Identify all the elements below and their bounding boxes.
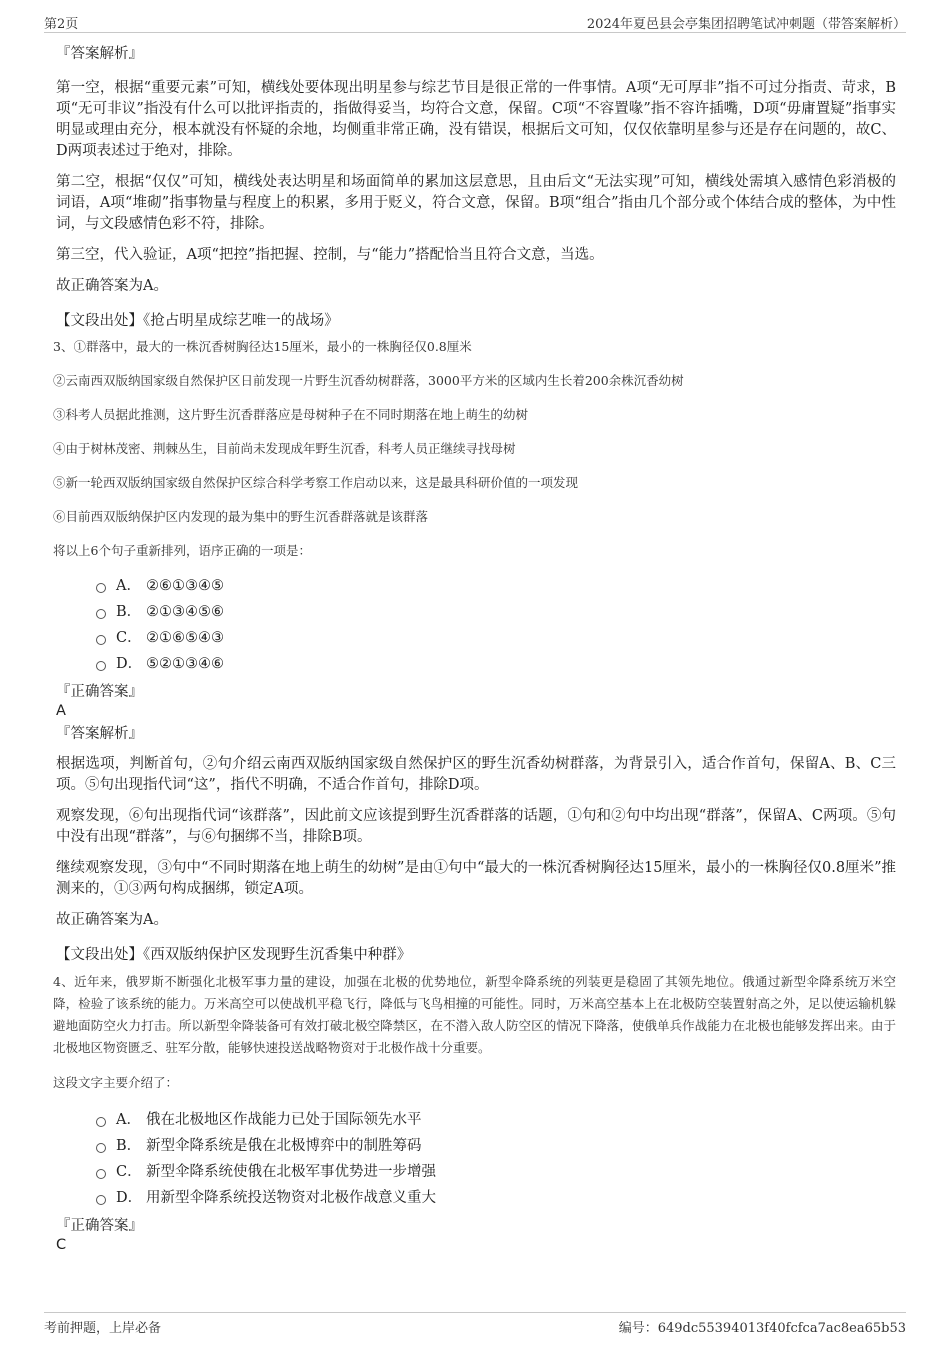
correct-answer-label: 『正确答案』 xyxy=(56,684,143,700)
option-text: ②⑥①③④⑤ xyxy=(146,578,224,594)
option-text: 新型伞降系统使俄在北极军事优势进一步增强 xyxy=(146,1164,436,1180)
option-b[interactable] xyxy=(96,1133,896,1159)
option-text: ②①⑥⑤④③ xyxy=(146,630,224,646)
correct-answer: C xyxy=(56,1237,67,1253)
analysis-paragraph: 故正确答案为A。 xyxy=(56,278,168,294)
option-c[interactable] xyxy=(96,625,896,651)
question-sentence: ⑥目前西双版纳保护区内发现的最为集中的野生沉香群落就是该群落 xyxy=(53,509,429,524)
option-letter: D． xyxy=(116,1190,143,1206)
option-d[interactable] xyxy=(96,1185,896,1211)
radio-button[interactable] xyxy=(96,1143,106,1153)
radio-button[interactable] xyxy=(96,1117,106,1127)
analysis-label: 『答案解析』 xyxy=(56,46,143,62)
option-list xyxy=(96,1107,896,1211)
correct-answer: A xyxy=(56,703,66,719)
option-d[interactable] xyxy=(96,651,896,677)
option-c[interactable] xyxy=(96,1159,896,1185)
option-letter: B． xyxy=(116,1138,142,1154)
option-letter: B． xyxy=(116,604,142,620)
question-prompt: 将以上6个句子重新排列，语序正确的一项是： xyxy=(53,543,311,558)
option-text: 俄在北极地区作战能力已处于国际领先水平 xyxy=(146,1112,422,1128)
option-letter: D． xyxy=(116,656,143,672)
analysis-paragraph: 继续观察发现，③句中“不同时期落在地上萌生的幼树”是由①句中“最大的一株沉香树胸径达15厘米，最小的一株胸径仅0.8厘米”推测来的，①③两句构成捆绑，锁定A项。 xyxy=(56,860,896,897)
option-letter: A． xyxy=(116,578,141,594)
option-text: ⑤②①③④⑥ xyxy=(146,656,224,672)
option-text: ②①③④⑤⑥ xyxy=(146,604,224,620)
analysis-paragraph: 第三空，代入验证，A项“把控”指把握、控制，与“能力”搭配恰当且符合文意，当选。 xyxy=(56,247,604,263)
analysis-paragraph: 根据选项，判断首句，②句介绍云南西双版纳国家级自然保护区的野生沉香幼树群落，为背景引入，适合作首句，保留A、B、C三项。⑤句出现指代词“这”，指代不明确，不适合作首句，排除D项。 xyxy=(56,756,896,793)
radio-button[interactable] xyxy=(96,635,106,645)
option-text: 新型伞降系统是俄在北极博弈中的制胜筹码 xyxy=(146,1138,422,1154)
option-a[interactable] xyxy=(96,573,896,599)
radio-button[interactable] xyxy=(96,1195,106,1205)
option-a[interactable] xyxy=(96,1107,896,1133)
option-letter: C． xyxy=(116,630,142,646)
option-letter: C． xyxy=(116,1164,142,1180)
question-sentence: ⑤新一轮西双版纳国家级自然保护区综合科学考察工作启动以来，这是最具科研价值的一项发现 xyxy=(53,475,579,490)
question-sentence: ②云南西双版纳国家级自然保护区日前发现一片野生沉香幼树群落，3000平方米的区域内生长着200余株沉香幼树 xyxy=(53,373,684,388)
page-content xyxy=(53,44,896,1254)
question-prompt: 这段文字主要介绍了： xyxy=(53,1075,179,1090)
option-letter: A． xyxy=(116,1112,141,1128)
question-sentence: ④由于树林茂密、荆棘丛生，目前尚未发现成年野生沉香，科考人员正继续寻找母树 xyxy=(53,441,516,456)
correct-answer-label: 『正确答案』 xyxy=(56,1218,143,1234)
page-footer xyxy=(44,1312,906,1337)
radio-button[interactable] xyxy=(96,583,106,593)
question-sentence: ③科考人员据此推测，这片野生沉香群落应是母树种子在不同时期落在地上萌生的幼树 xyxy=(53,407,529,422)
analysis-label: 『答案解析』 xyxy=(56,726,143,742)
radio-button[interactable] xyxy=(96,1169,106,1179)
analysis-paragraph: 故正确答案为A。 xyxy=(56,912,168,928)
page-number: 第2页 xyxy=(44,17,79,32)
source-citation: 【文段出处】《抢占明星成综艺唯一的战场》 xyxy=(56,313,339,329)
analysis-paragraph: 观察发现，⑥句出现指代词“该群落”，因此前文应该提到野生沉香群落的话题，①句和②句中均出现“群落”，保留A、C两项。⑤句中没有出现“群落”，与⑥句捆绑不当，排除B项。 xyxy=(56,808,896,845)
radio-button[interactable] xyxy=(96,609,106,619)
question-passage: 4、近年来，俄罗斯不断强化北极军事力量的建设，加强在北极的优势地位，新型伞降系统的列装更是稳固了其领先地位。俄通过新型伞降系统万米空降，检验了该系统的能力。万米高空可以使战机平稳飞行，降低与飞鸟相撞的可能性。同时，万米高空基本上在北极防空装置射高之外，足以使运输机躲避地面防空火力打击。所以新型伞降装备可有效打破北极空降禁区，在不潜入敌人防空区的情况下降落，使俄单兵作战能力在北极也能够发挥出来。由于北极地区物资匮乏、驻军分散，能够快速投送战略物资对于北极作战十分重要。 xyxy=(53,974,896,1055)
document-title: 2024年夏邑县会亭集团招聘笔试冲刺题（带答案解析） xyxy=(586,17,906,32)
analysis-paragraph: 第二空，根据“仅仅”可知，横线处表达明星和场面简单的累加这层意思，且由后文“无法实现”可知，横线处需填入感情色彩消极的词语，A项“堆砌”指事物量与程度上的积累，多用于贬义，符合文意，保留。B项“组合”指由几个部分或个体结合成的整体，为中性词，与文段感情色彩不符，排除。 xyxy=(56,174,896,232)
option-b[interactable] xyxy=(96,599,896,625)
question-sentence: 3、①群落中，最大的一株沉香树胸径达15厘米，最小的一株胸径仅0.8厘米 xyxy=(53,339,472,354)
option-text: 用新型伞降系统投送物资对北极作战意义重大 xyxy=(146,1190,436,1206)
document-id: 编号：649dc55394013f40fcfca7ac8ea65b53 xyxy=(618,1321,906,1336)
radio-button[interactable] xyxy=(96,661,106,671)
option-list xyxy=(96,573,896,677)
footer-slogan: 考前押题，上岸必备 xyxy=(44,1321,162,1336)
analysis-paragraph: 第一空，根据“重要元素”可知，横线处要体现出明星参与综艺节目是很正常的一件事情。A项“无可厚非”指不可过分指责、苛求，B项“无可非议”指没有什么可以批评指责的，指做得妥当，均符合文意，保留。C项“不容置喙”指不容许插嘴，D项“毋庸置疑”指事实明显或理由充分，根本就没有怀疑的余地，均侧重非常正确，没有错误，根据后文可知，仅仅依靠明星参与还是存在问题的，故C、D两项表述过于绝对，排除。 xyxy=(56,80,896,159)
source-citation: 【文段出处】《西双版纳保护区发现野生沉香集中种群》 xyxy=(56,947,412,963)
page-header xyxy=(44,10,906,33)
